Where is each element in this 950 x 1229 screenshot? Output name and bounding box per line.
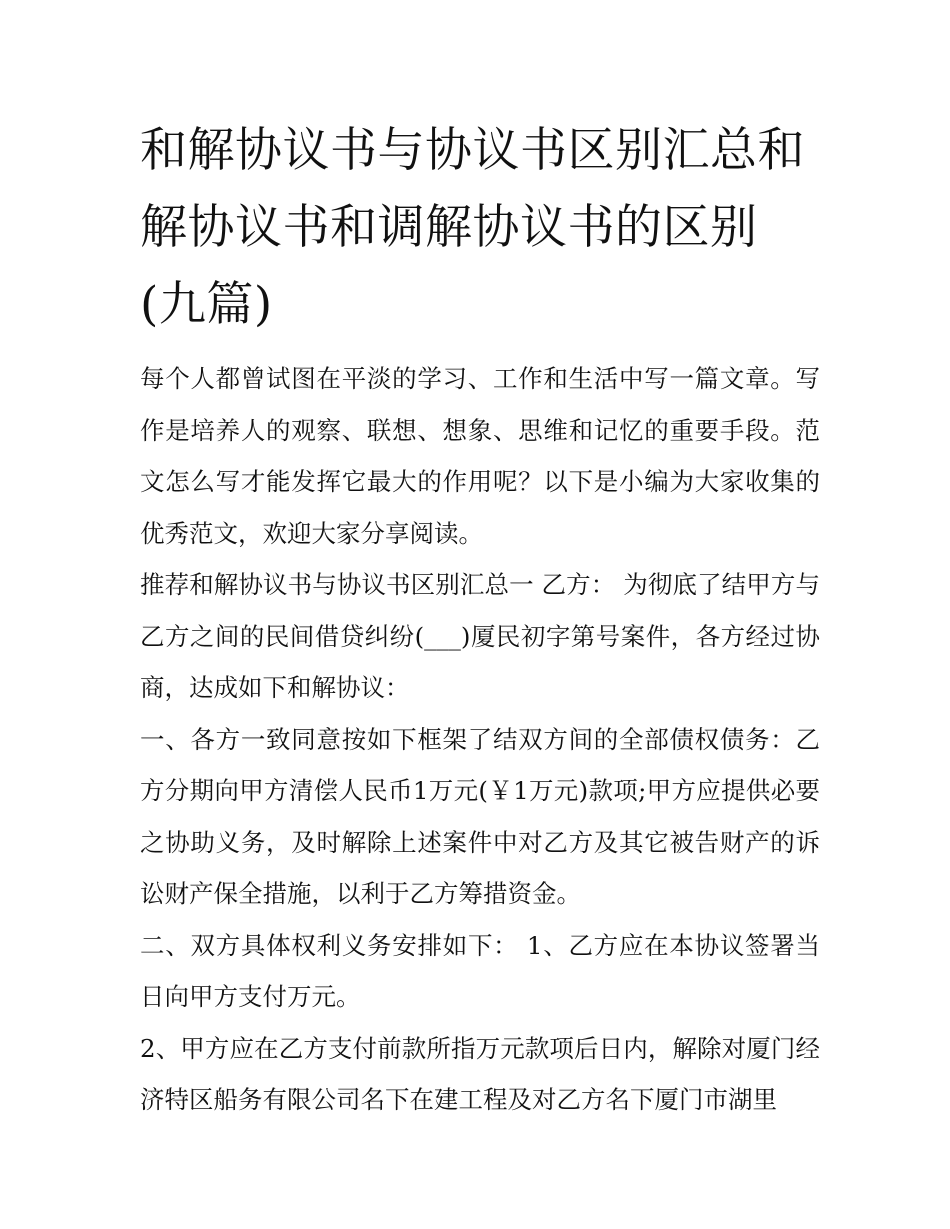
paragraph-recommend: 推荐和解协议书与协议书区别汇总一 乙方： 为彻底了结甲方与乙方之间的民间借贷纠纷(___)厦民初字第号案件，各方经过协商，达成如下和解协议： xyxy=(140,570,820,702)
document-title: 和解协议书与协议书区别汇总和解协议书和调解协议书的区别(九篇) xyxy=(140,123,805,332)
paragraph-clause-2: 二、双方具体权利义务安排如下： 1、乙方应在本协议签署当日向甲方支付万元。 xyxy=(140,930,820,1011)
paragraph-intro: 每个人都曾试图在平淡的学习、工作和生活中写一篇文章。写作是培养人的观察、联想、想象、思维和记忆的重要手段。范文怎么写才能发挥它最大的作用呢？以下是小编为大家收集的优秀范文，欢迎大家分享阅读。 xyxy=(140,364,820,548)
paragraph-clause-2-2: 2、甲方应在乙方支付前款所指万元款项后日内，解除对厦门经济特区船务有限公司名下在建工程及对乙方名下厦门市湖里 xyxy=(140,1033,820,1114)
document-page xyxy=(140,112,820,1126)
paragraph-clause-1: 一、各方一致同意按如下框架了结双方间的全部债权债务：乙方分期向甲方清偿人民币1万元(￥1万元)款项;甲方应提供必要之协助义务，及时解除上述案件中对乙方及其它被告财产的诉讼财产保全措施，以利于乙方筹措资金。 xyxy=(140,724,820,908)
